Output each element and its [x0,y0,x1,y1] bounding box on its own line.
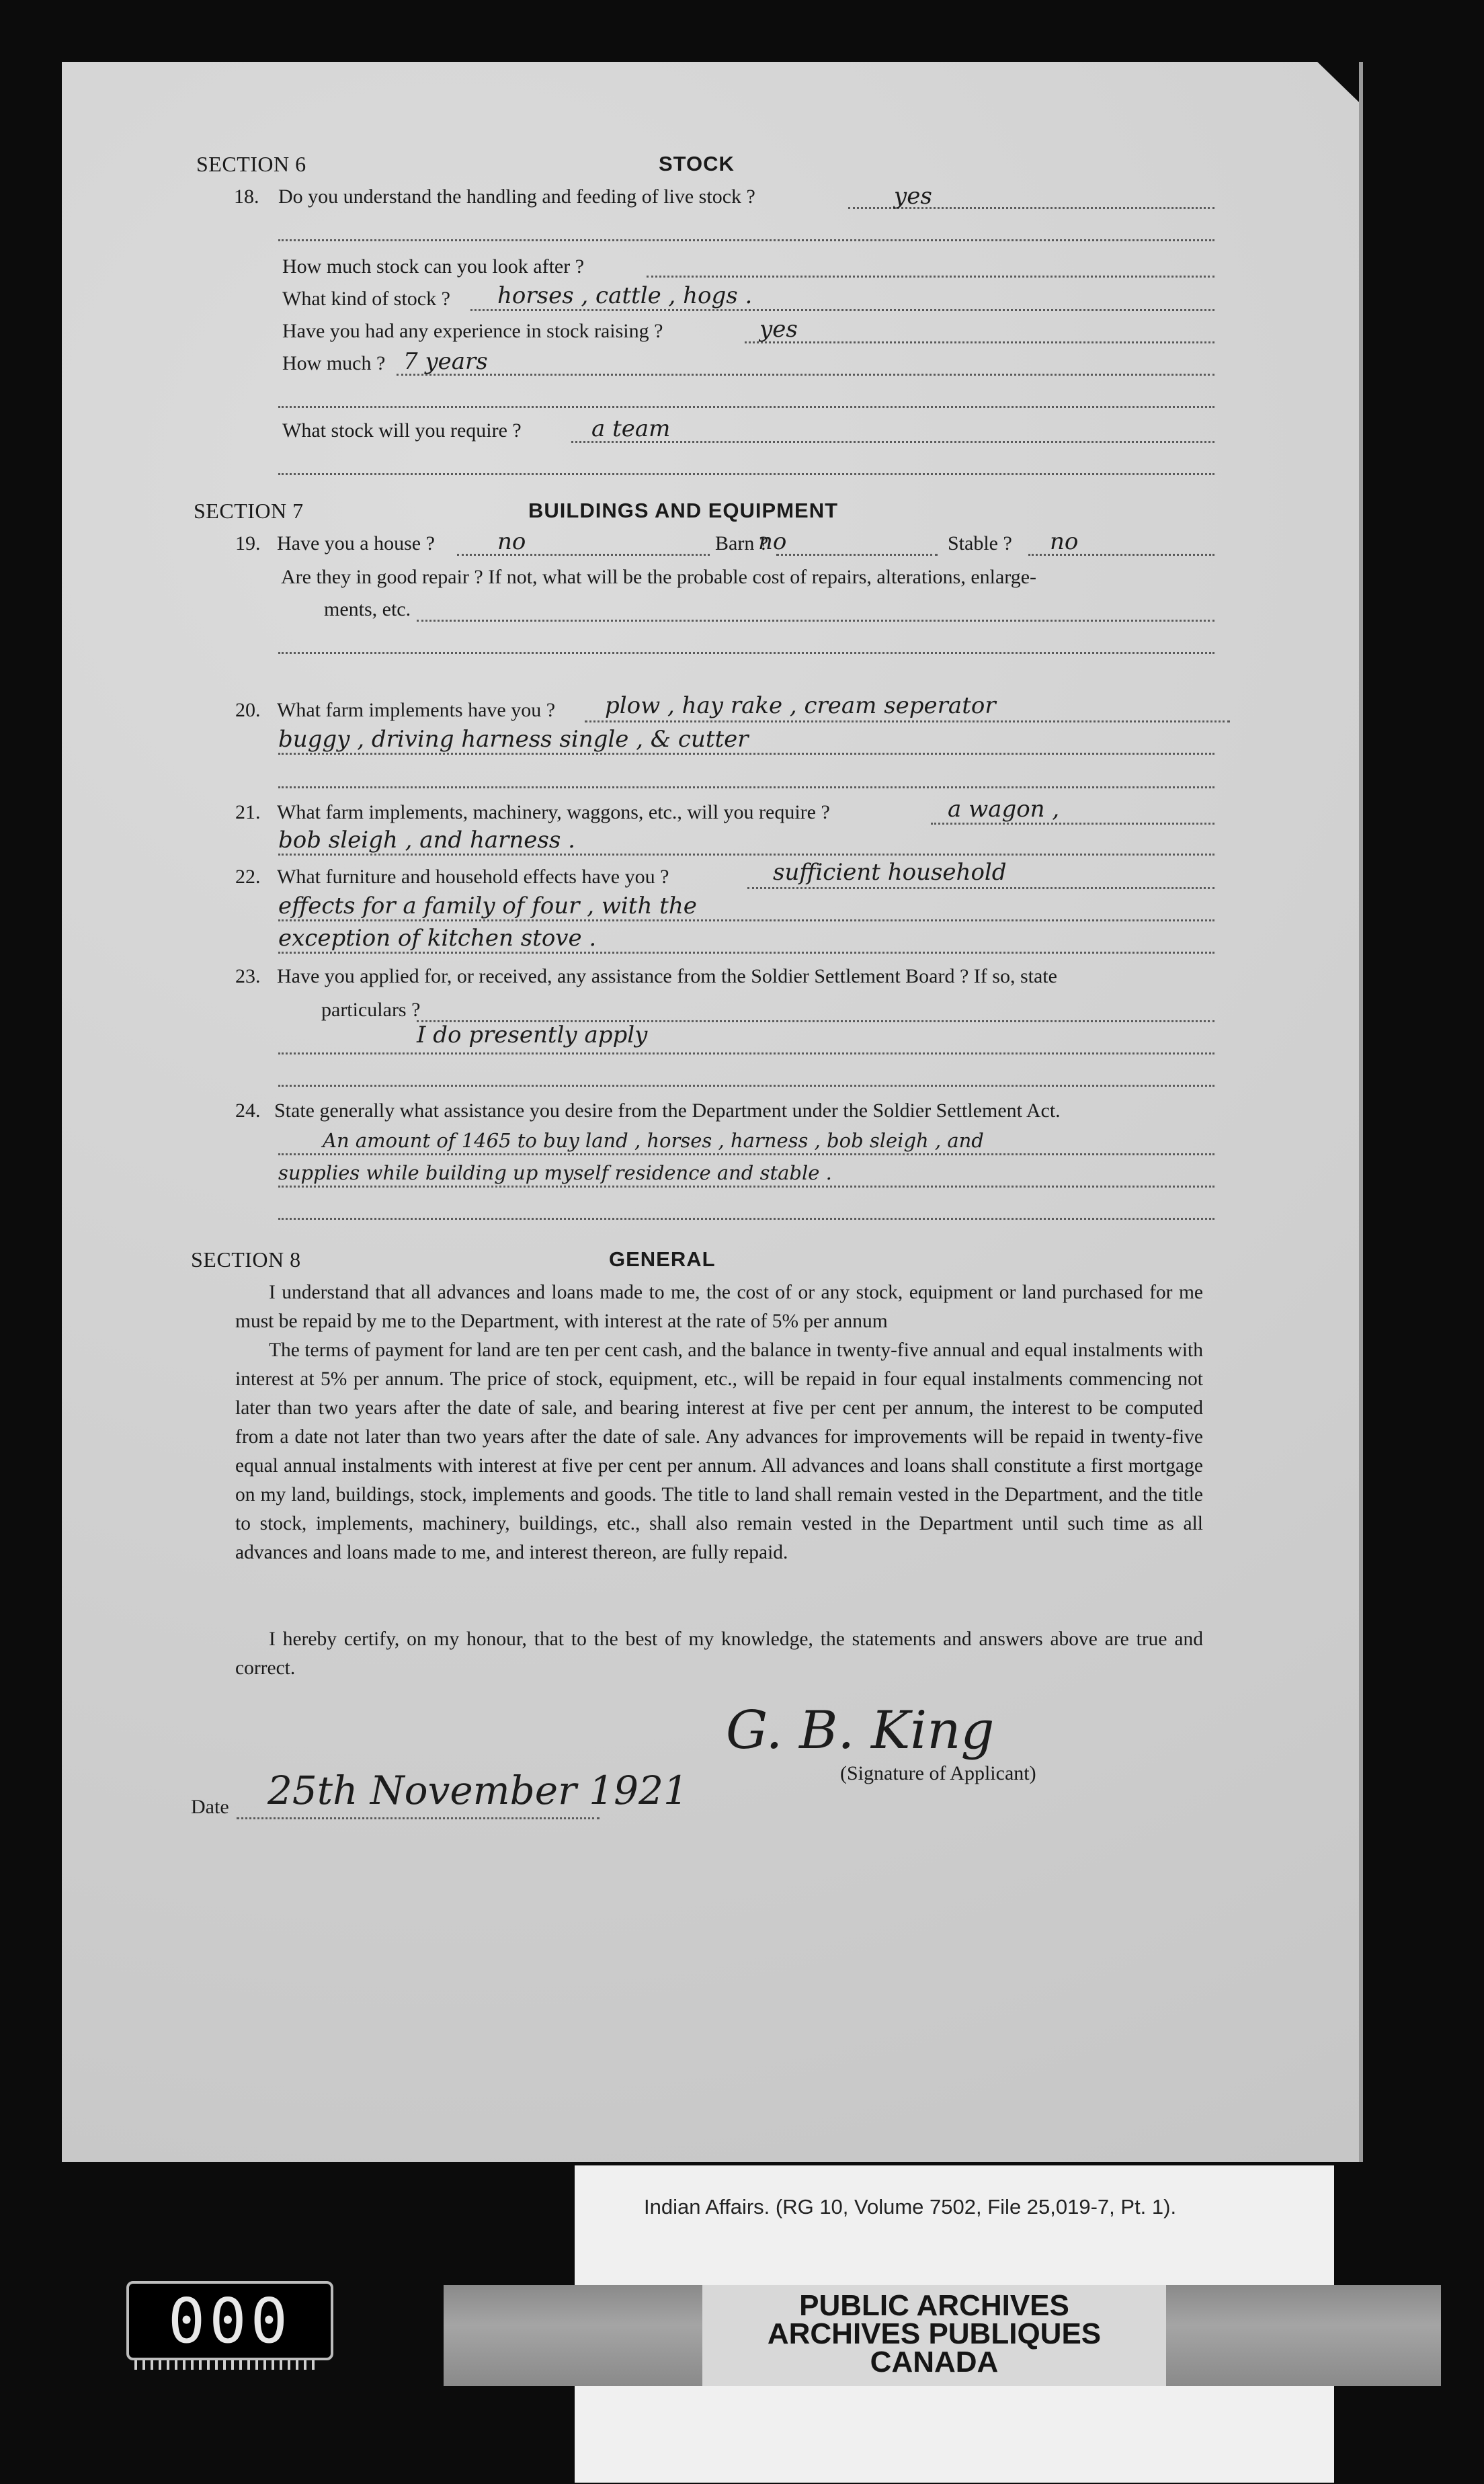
archive-line-1: PUBLIC ARCHIVES [799,2289,1069,2322]
how-much-stock-question: How much stock can you look after ? [282,255,585,278]
section-8-label: SECTION 8 [191,1247,301,1272]
q19-repair-line1: Are they in good repair ? If not, what will be the probable cost of repairs, alterations, enlarge- [281,566,1037,588]
q22-answer-line-2 [278,919,1214,921]
q22-answer-line [747,887,1214,889]
q19-repair-line2: ments, etc. [324,598,411,620]
section-8-title: GENERAL [609,1247,716,1271]
archive-line-3: CANADA [870,2346,999,2378]
q20-answer-line [585,720,1230,722]
q24-answer-line-3 [278,1218,1214,1220]
what-kind-answer: horses , cattle , hogs . [497,282,753,309]
section-7-title: BUILDINGS AND EQUIPMENT [528,499,839,522]
q20-answer-1: plow , hay rake , cream seperator [605,692,996,719]
date-line [237,1817,600,1819]
q20-answer-2: buggy , driving harness single , & cutter [278,726,749,753]
how-much-question: How much ? [282,352,386,374]
how-much-line [397,374,1214,376]
frame-counter-value: 000 [167,2284,292,2357]
q22-question: What furniture and household effects have you ? [277,866,669,888]
q24-question: State generally what assistance you desire from the Department under the Soldier Settlement Act. [274,1100,1061,1122]
what-kind-line [470,309,1214,311]
terms-paragraph-2 [235,1336,1203,1567]
q19-repair-answer-line [417,620,1214,622]
q20-answer-line-3 [278,786,1214,788]
q22-answer-2: effects for a family of four , with the [278,893,697,919]
require-line-2 [278,473,1214,475]
section-7-label: SECTION 7 [194,499,304,523]
q23-number: 23. [235,965,261,987]
terms-paragraph-1-text: I understand that all advances and loans made to me, the cost of or any stock, equipment or land purchased for me must be repaid by me to the Department, with interest at the rate of 5% per annum [235,1282,1203,1332]
q22-answer-1: sufficient household [773,859,1007,886]
q18-question: Do you understand the handling and feeding of live stock ? [278,185,755,208]
section-6-label: SECTION 6 [196,152,306,176]
frame-counter [126,2281,333,2360]
q21-answer-1: a wagon , [948,796,1060,823]
q18-answer: yes [894,183,932,210]
terms-paragraph-2-text: The terms of payment for land are ten per cent cash, and the balance in twenty-five annual and equal instalments with interest at 5% per annum. The price of stock, equipment, etc., will be repaid in four equal instalments commencing not later than two years after the date of sale, and bearing interest at five per cent per annum, the interest to be computed from a date not later than two years after the date of sale. Any advances for improvements will be repaid in twenty-five equal annual instalments with interest at five per cent per annum. All advances and loans shall constitute a first mortgage on my land, buildings, stock, implements and goods. The title to land shall remain vested in the Department, and the title to stock, implements, machinery, buildings, etc., shall also remain vested in the Department until such time as all advances and loans made to me, and interest thereon, are fully repaid. [235,1339,1203,1563]
q21-answer-line [931,823,1214,825]
q19-stable-question: Stable ? [948,532,1012,554]
q23-question: Have you applied for, or received, any assistance from the Soldier Settlement Board ? If so, state [277,965,1057,987]
q21-question: What farm implements, machinery, waggons, etc., will you require ? [277,801,830,823]
how-much-answer: 7 years [403,348,488,375]
terms-paragraph-1 [235,1278,1203,1336]
q19-repair-answer-line-2 [278,652,1214,654]
q20-answer-line-2 [278,753,1214,755]
q18-answer-line-2 [278,239,1214,241]
q19-house-line [457,554,710,556]
q24-number: 24. [235,1100,261,1122]
archival-citation: Indian Affairs. (RG 10, Volume 7502, File 25,019-7, Pt. 1). [644,2195,1177,2219]
q23-answer-line-2 [278,1052,1214,1054]
q19-stable-answer: no [1050,528,1079,555]
date-label: Date [191,1796,229,1818]
q24-answer-1: An amount of 1465 to buy land , horses , harness , bob sleigh , and [323,1129,984,1152]
archive-stamp [702,2285,1166,2386]
date-value: 25th November 1921 [267,1768,688,1813]
q20-number: 20. [235,699,261,721]
how-much-stock-line [647,276,1214,278]
q23-answer: I do presently apply [417,1022,648,1048]
q19-barn-answer: no [758,528,787,555]
section-6-title: STOCK [659,152,735,175]
signature-label: (Signature of Applicant) [840,1762,1036,1784]
q23-question-2: particulars ? [321,999,421,1021]
q18-number: 18. [234,185,259,208]
certification-paragraph [235,1625,1203,1683]
q21-answer-2: bob sleigh , and harness . [278,827,575,854]
q24-answer-line [278,1153,1214,1155]
what-kind-question: What kind of stock ? [282,288,450,310]
q21-answer-line-2 [278,854,1214,856]
q22-answer-3: exception of kitchen stove . [278,925,597,952]
q24-answer-2: supplies while building up myself residence and stable . [278,1161,832,1184]
q19-barn-line [776,554,938,556]
film-ticks [134,2360,316,2370]
q19-house-answer: no [497,528,526,555]
experience-answer: yes [759,316,798,343]
q20-question: What farm implements have you ? [277,699,556,721]
archive-line-2: ARCHIVES PUBLIQUES [767,2317,1102,2350]
q23-answer-line-3 [278,1085,1214,1087]
experience-question: Have you had any experience in stock raising ? [282,320,663,342]
require-answer: a team [591,415,671,442]
q21-number: 21. [235,801,261,823]
how-much-line-2 [278,406,1214,408]
experience-line [745,341,1214,343]
certification-paragraph-text: I hereby certify, on my honour, that to the best of my knowledge, the statements and answers above are true and correct. [235,1628,1203,1679]
q22-answer-line-3 [278,952,1214,954]
require-question: What stock will you require ? [282,419,522,442]
q24-answer-line-2 [278,1186,1214,1188]
q22-number: 22. [235,866,261,888]
page-corner [1317,62,1359,102]
q19-house-question: Have you a house ? [277,532,435,554]
q19-number: 19. [235,532,261,554]
applicant-signature: G. B. King [726,1700,995,1761]
q19-barn-question: Barn ? [715,532,769,554]
